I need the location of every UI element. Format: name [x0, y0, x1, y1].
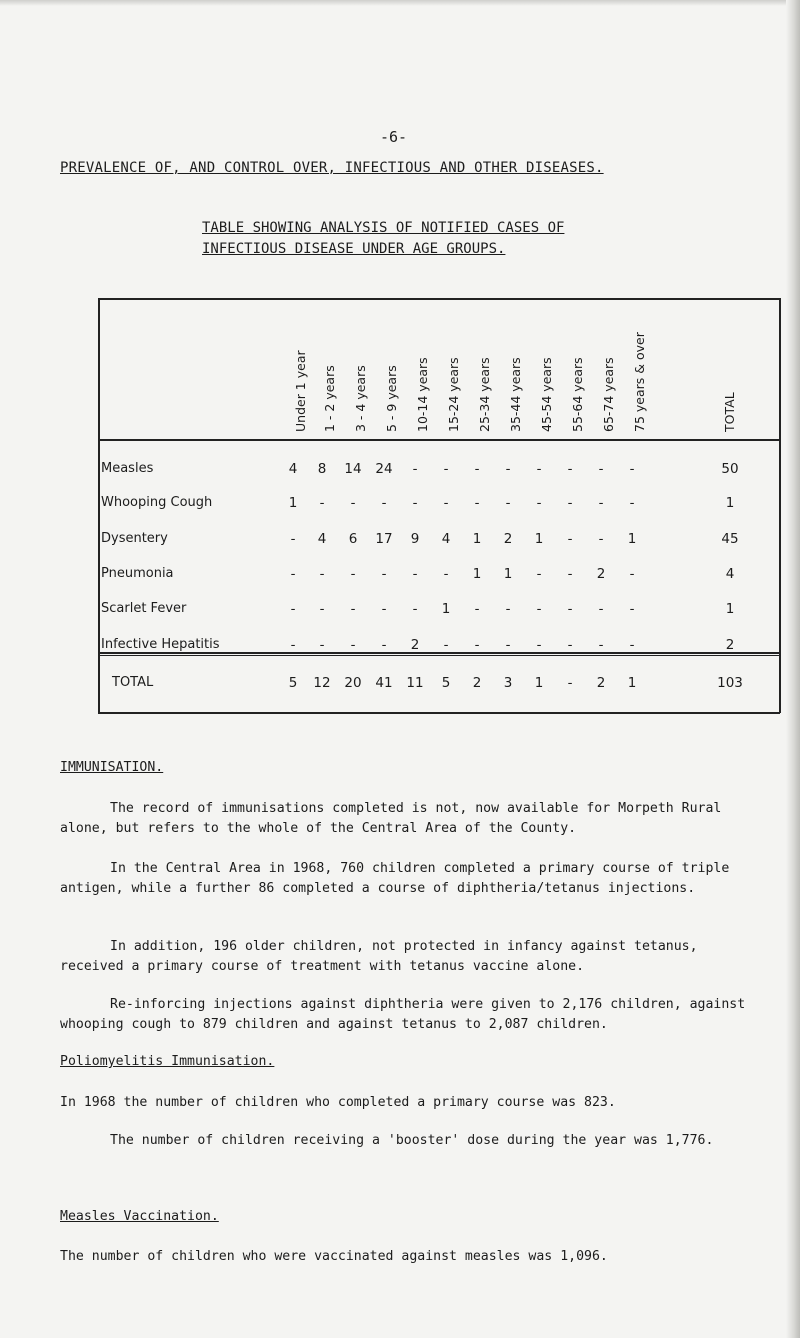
table-bottom-border	[98, 712, 780, 714]
row-label: Measles	[101, 461, 154, 476]
row-label: Dysentery	[101, 531, 168, 546]
table-cell: 2	[410, 637, 420, 653]
table-cell: -	[474, 495, 480, 511]
column-header: 5 - 9 years	[384, 365, 399, 432]
table-cell: -	[350, 637, 356, 653]
measles-vaccination-paragraph: The number of children who were vaccinated against measles was 1,096.	[60, 1249, 608, 1264]
table-cell: 11	[406, 675, 424, 691]
table-cell: -	[319, 637, 325, 653]
table-cell: 41	[375, 675, 393, 691]
table-cell: -	[412, 461, 418, 477]
table-cell: -	[474, 461, 480, 477]
row-label: Whooping Cough	[101, 495, 213, 510]
table-cell: -	[290, 601, 296, 617]
table-cell: -	[443, 495, 449, 511]
column-header: 25-34 years	[477, 357, 492, 432]
table-cell: -	[290, 566, 296, 582]
table-cell: -	[474, 601, 480, 617]
page-number: -6-	[380, 128, 408, 146]
column-header: 75 years & over	[632, 332, 647, 432]
table-cell: -	[350, 495, 356, 511]
table-cell: 4	[288, 461, 298, 477]
column-header: 65-74 years	[601, 357, 616, 432]
table-cell: -	[505, 637, 511, 653]
table-cell: -	[629, 495, 635, 511]
table-cell: -	[381, 637, 387, 653]
page-top-shadow	[0, 0, 800, 6]
row-label: Pneumonia	[101, 566, 174, 581]
table-cell: -	[598, 637, 604, 653]
row-total-cell: 1	[725, 601, 735, 617]
table-cell: -	[412, 495, 418, 511]
table-cell: -	[412, 601, 418, 617]
table-cell: 1	[472, 566, 482, 582]
table-cell: -	[536, 461, 542, 477]
table-cell: 2	[596, 566, 606, 582]
table-cell: 1	[503, 566, 513, 582]
table-top-border	[98, 298, 780, 300]
column-header: 15-24 years	[446, 357, 461, 432]
table-cell: -	[598, 461, 604, 477]
row-total-cell: 45	[721, 531, 739, 547]
table-cell: -	[381, 495, 387, 511]
table-cell: -	[536, 637, 542, 653]
header-divider	[98, 439, 780, 441]
row-total-cell: 2	[725, 637, 735, 653]
table-cell: 5	[288, 675, 298, 691]
table-cell: -	[412, 566, 418, 582]
table-cell: -	[629, 566, 635, 582]
table-cell: -	[629, 461, 635, 477]
column-header: Under 1 year	[293, 350, 308, 432]
polio-paragraph-2: The number of children receiving a 'booster' dose during the year was 1,776.	[110, 1133, 714, 1148]
column-header: 10-14 years	[415, 357, 430, 432]
table-cell: -	[567, 566, 573, 582]
column-header: 3 - 4 years	[353, 365, 368, 432]
table-cell: 24	[375, 461, 393, 477]
table-cell: -	[443, 461, 449, 477]
table-cell: 20	[344, 675, 362, 691]
table-cell: -	[290, 637, 296, 653]
table-cell: -	[629, 601, 635, 617]
row-total-cell: 103	[717, 675, 743, 691]
row-label: Scarlet Fever	[101, 601, 187, 616]
immunisation-heading: IMMUNISATION.	[60, 760, 164, 775]
table-cell: -	[598, 495, 604, 511]
table-cell: -	[598, 531, 604, 547]
table-cell: 6	[348, 531, 358, 547]
page-right-edge	[786, 0, 800, 1338]
table-cell: 4	[317, 531, 327, 547]
table-cell: 3	[503, 675, 513, 691]
table-right-border	[779, 298, 781, 713]
table-cell: -	[505, 601, 511, 617]
table-cell: 1	[534, 675, 544, 691]
table-cell: 5	[441, 675, 451, 691]
table-cell: -	[567, 461, 573, 477]
table-cell: -	[319, 601, 325, 617]
table-cell: -	[474, 637, 480, 653]
table-cell: 2	[503, 531, 513, 547]
table-cell: -	[443, 566, 449, 582]
table-cell: -	[350, 601, 356, 617]
table-cell: -	[381, 601, 387, 617]
column-header: 35-44 years	[508, 357, 523, 432]
table-cell: -	[505, 461, 511, 477]
section-heading: PREVALENCE OF, AND CONTROL OVER, INFECTIOUS AND OTHER DISEASES.	[60, 160, 604, 176]
table-title-line1: TABLE SHOWING ANALYSIS OF NOTIFIED CASES OF	[202, 220, 565, 236]
table-cell: -	[567, 637, 573, 653]
table-cell: 1	[627, 531, 637, 547]
measles-vaccination-heading: Measles Vaccination.	[60, 1209, 219, 1224]
table-cell: -	[536, 601, 542, 617]
table-cell: -	[536, 495, 542, 511]
row-total-cell: 4	[725, 566, 735, 582]
table-cell: -	[567, 601, 573, 617]
table-cell: -	[381, 566, 387, 582]
immunisation-paragraph-2: In the Central Area in 1968, 760 children completed a primary course of triple antigen, while a further 86 completed a course of diphtheria/tetanus injections.	[60, 861, 730, 896]
table-cell: -	[536, 566, 542, 582]
table-cell: 8	[317, 461, 327, 477]
immunisation-paragraph-3: In addition, 196 older children, not protected in infancy against tetanus, received a primary course of treatment with tetanus vaccine alone.	[60, 939, 698, 974]
table-cell: 9	[410, 531, 420, 547]
total-divider-2	[98, 655, 780, 656]
row-total-cell: 1	[725, 495, 735, 511]
table-cell: 1	[441, 601, 451, 617]
table-cell: -	[290, 531, 296, 547]
table-cell: 17	[375, 531, 393, 547]
table-cell: -	[319, 566, 325, 582]
table-cell: -	[567, 531, 573, 547]
table-cell: -	[567, 675, 573, 691]
immunisation-paragraph-4: Re-inforcing injections against diphtheria were given to 2,176 children, against whooping cough to 879 children and against tetanus to 2,087 children.	[60, 997, 746, 1032]
polio-paragraph-1: In 1968 the number of children who completed a primary course was 823.	[60, 1095, 616, 1110]
table-cell: 12	[313, 675, 331, 691]
table-cell: -	[567, 495, 573, 511]
column-header: 55-64 years	[570, 357, 585, 432]
table-cell: 2	[472, 675, 482, 691]
table-cell: 1	[288, 495, 298, 511]
table-title-line2: INFECTIOUS DISEASE UNDER AGE GROUPS.	[202, 241, 506, 257]
polio-heading: Poliomyelitis Immunisation.	[60, 1054, 275, 1069]
table-cell: 1	[534, 531, 544, 547]
table-cell: -	[629, 637, 635, 653]
table-cell: 14	[344, 461, 362, 477]
table-cell: 1	[472, 531, 482, 547]
table-left-border	[98, 298, 100, 713]
table-cell: -	[505, 495, 511, 511]
table-cell: -	[350, 566, 356, 582]
table-cell: 2	[596, 675, 606, 691]
table-cell: 1	[627, 675, 637, 691]
table-cell: -	[443, 637, 449, 653]
table-cell: -	[598, 601, 604, 617]
row-label: Infective Hepatitis	[101, 637, 220, 652]
row-total-cell: 50	[721, 461, 739, 477]
column-header: 45-54 years	[539, 357, 554, 432]
total-row-label: TOTAL	[112, 675, 154, 690]
column-header: 1 - 2 years	[322, 365, 337, 432]
immunisation-paragraph-1: The record of immunisations completed is not, now available for Morpeth Rural alone, but refers to the whole of the Central Area of the County.	[60, 801, 722, 836]
column-header: TOTAL	[722, 392, 737, 432]
table-cell: 4	[441, 531, 451, 547]
table-cell: -	[319, 495, 325, 511]
